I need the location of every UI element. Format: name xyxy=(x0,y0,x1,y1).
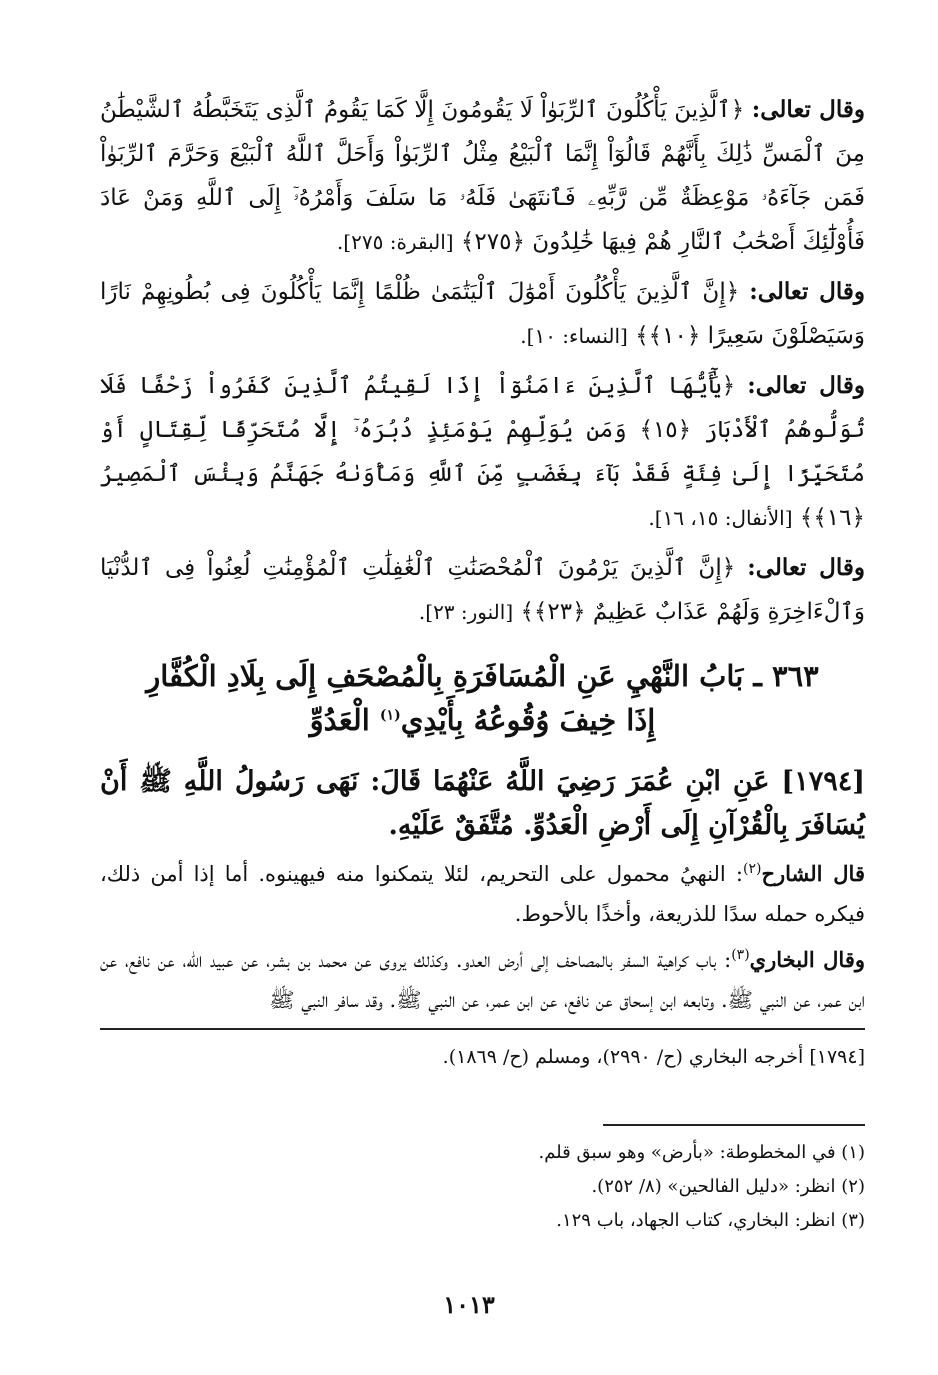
footnote: (١) في المخطوطة: «بأرض» وهو سبق قلم. xyxy=(538,1142,865,1163)
verse-lead: وقال تعالى: xyxy=(751,96,865,123)
verse-lead: وقال تعالى: xyxy=(749,278,865,305)
commentary-lead: وقال البخاري xyxy=(749,947,866,972)
bukhari-commentary xyxy=(100,940,865,1020)
verse-text: ﴿يَٰٓأَيُّهَا ٱلَّذِينَ ءَامَنُوٓاْ إِذَا لَقِيتُمُ ٱلَّذِينَ كَفَرُواْ زَحْفًا فَلَا تُوَلُّوهُمُ ٱلْأَدْبَارَ ﴿١٥﴾ وَمَن يُوَلِّهِمْ يَوْمَئِذٍ دُبُرَهُۥٓ إِلَّا مُتَحَرِّفًا لِّقِتَالٍ أَوْ مُتَحَيِّزًا إِلَىٰ فِئَةٍ فَقَدْ بَآءَ بِغَضَبٍ مِّنَ ٱللَّهِ وَمَأْوَىٰهُ جَهَنَّمُ وَبِئْسَ ٱلْمَصِيرُ ﴿١٦﴾﴾ xyxy=(100,373,866,531)
page-content xyxy=(100,88,865,1238)
verse-text: ﴿إِنَّ ٱلَّذِينَ يَأْكُلُونَ أَمْوَٰلَ ٱلْيَتَٰمَىٰ ظُلْمًا إِنَّمَا يَأْكُلُونَ فِى بُطُونِهِمْ نَارًا وَسَيَصْلَوْنَ سَعِيرًا ﴿١٠﴾﴾ xyxy=(100,279,865,349)
verse-reference: [النساء: ١٠]. xyxy=(520,324,628,348)
commentary-text: : باب كراهية السفر بالمصاحف إلى أرض العدو. وكذلك يروى عن محمد بن بشر، عن عبيد الله، عن نافع، عن ابن عمر، عن النبي ﷺ. وتابعه ابن إسحاق عن نافع، عن ابن عمر، عن النبي ﷺ. وقد سافر النبي ﷺ xyxy=(100,948,865,1012)
chapter-heading-part: الْعَدُوِّ xyxy=(309,703,370,737)
takhrij-note: [١٧٩٤] أخرجه البخاري (ح/ ٢٩٩٠)، ومسلم (ح/ ١٨٦٩). xyxy=(442,1046,865,1068)
footnote: (٢) انظر: «دليل الفالحين» (٨/ ٢٥٢). xyxy=(591,1176,865,1197)
verse-text: ﴿ٱلَّذِينَ يَأْكُلُونَ ٱلرِّبَوٰاْ لَا يَقُومُونَ إِلَّا كَمَا يَقُومُ ٱلَّذِى يَتَخَبَّطُهُ ٱلشَّيْطَٰنُ مِنَ ٱلْمَسِّ ذَٰلِكَ بِأَنَّهُمْ قَالُوٓاْ إِنَّمَا ٱلْبَيْعُ مِثْلُ ٱلرِّبَوٰاْ وَأَحَلَّ ٱللَّهُ ٱلْبَيْعَ وَحَرَّمَ ٱلرِّبَوٰاْ فَمَن جَآءَهُۥ مَوْعِظَةٌ مِّن رَّبِّهِۦ فَٱنتَهَىٰ فَلَهُۥ مَا سَلَفَ وَأَمْرُهُۥٓ إِلَى ٱللَّهِ وَمَنْ عَادَ فَأُوْلَٰٓئِكَ أَصْحَٰبُ ٱلنَّارِ هُمْ فِيهَا خَٰلِدُونَ ﴿٢٧٥﴾ xyxy=(100,97,865,255)
verse-paragraph xyxy=(100,88,865,264)
footnote-marker[interactable]: (٣) xyxy=(731,947,750,963)
chapter-heading-line-1: ٣٦٣ ـ بَابُ النَّهْيِ عَنِ الْمُسَافَرَةِ بِالْمُصْحَفِ إِلَى بِلَادِ الْكُفَّارِ xyxy=(146,659,819,693)
footnote: (٣) انظر: البخاري، كتاب الجهاد، باب ١٢٩. xyxy=(556,1210,865,1231)
footnote-marker[interactable]: (١) xyxy=(379,707,401,724)
commentary-text: : النهيُ محمول على التحريم، لئلا يتمكنوا منه فيهينوه. أما إذا أمن ذلك، فيكره حمله سدًا للذريعة، وأخذًا بالأحوط. xyxy=(100,862,865,926)
chapter-heading-line-2 xyxy=(100,698,865,742)
commentary-lead: قال الشارح xyxy=(761,861,865,886)
sharih-commentary xyxy=(100,854,865,934)
verse-text: ﴿إِنَّ ٱلَّذِينَ يَرْمُونَ ٱلْمُحْصَنَٰتِ ٱلْغَٰفِلَٰتِ ٱلْمُؤْمِنَٰتِ لُعِنُواْ فِى ٱلدُّنْيَا وَٱلْءَاخِرَةِ وَلَهُمْ عَذَابٌ عَظِيمٌ ﴿٢٣﴾﴾ xyxy=(100,555,865,625)
verse-lead: وقال تعالى: xyxy=(747,372,865,399)
verse-reference: [البقرة: ٢٧٥]. xyxy=(336,230,454,254)
footnote-marker[interactable]: (٢) xyxy=(742,861,762,877)
verse-paragraph xyxy=(100,546,865,634)
verse-reference: [الأنفال: ١٥، ١٦]. xyxy=(648,506,793,530)
footnote-divider xyxy=(603,1124,865,1126)
page-number: ١٠١٣ xyxy=(443,1290,495,1319)
verse-paragraph xyxy=(100,364,865,540)
verse-reference: [النور: ٢٣]. xyxy=(418,600,514,624)
divider xyxy=(100,1028,865,1030)
chapter-heading xyxy=(100,654,865,742)
hadith-text: [١٧٩٤] عَنِ ابْنِ عُمَرَ رَضِيَ اللَّهُ عَنْهُمَا قَالَ: نَهَى رَسُولُ اللَّهِ ﷺ أَنْ يُسَافَرَ بِالْقُرْآنِ إِلَى أَرْضِ الْعَدُوِّ. مُتَّفَقٌ عَلَيْهِ. xyxy=(100,766,865,841)
verse-paragraph xyxy=(100,270,865,358)
chapter-heading-part: إِذَا خِيفَ وُقُوعُهُ بِأَيْدِي xyxy=(400,703,656,737)
verse-lead: وقال تعالى: xyxy=(747,554,866,581)
